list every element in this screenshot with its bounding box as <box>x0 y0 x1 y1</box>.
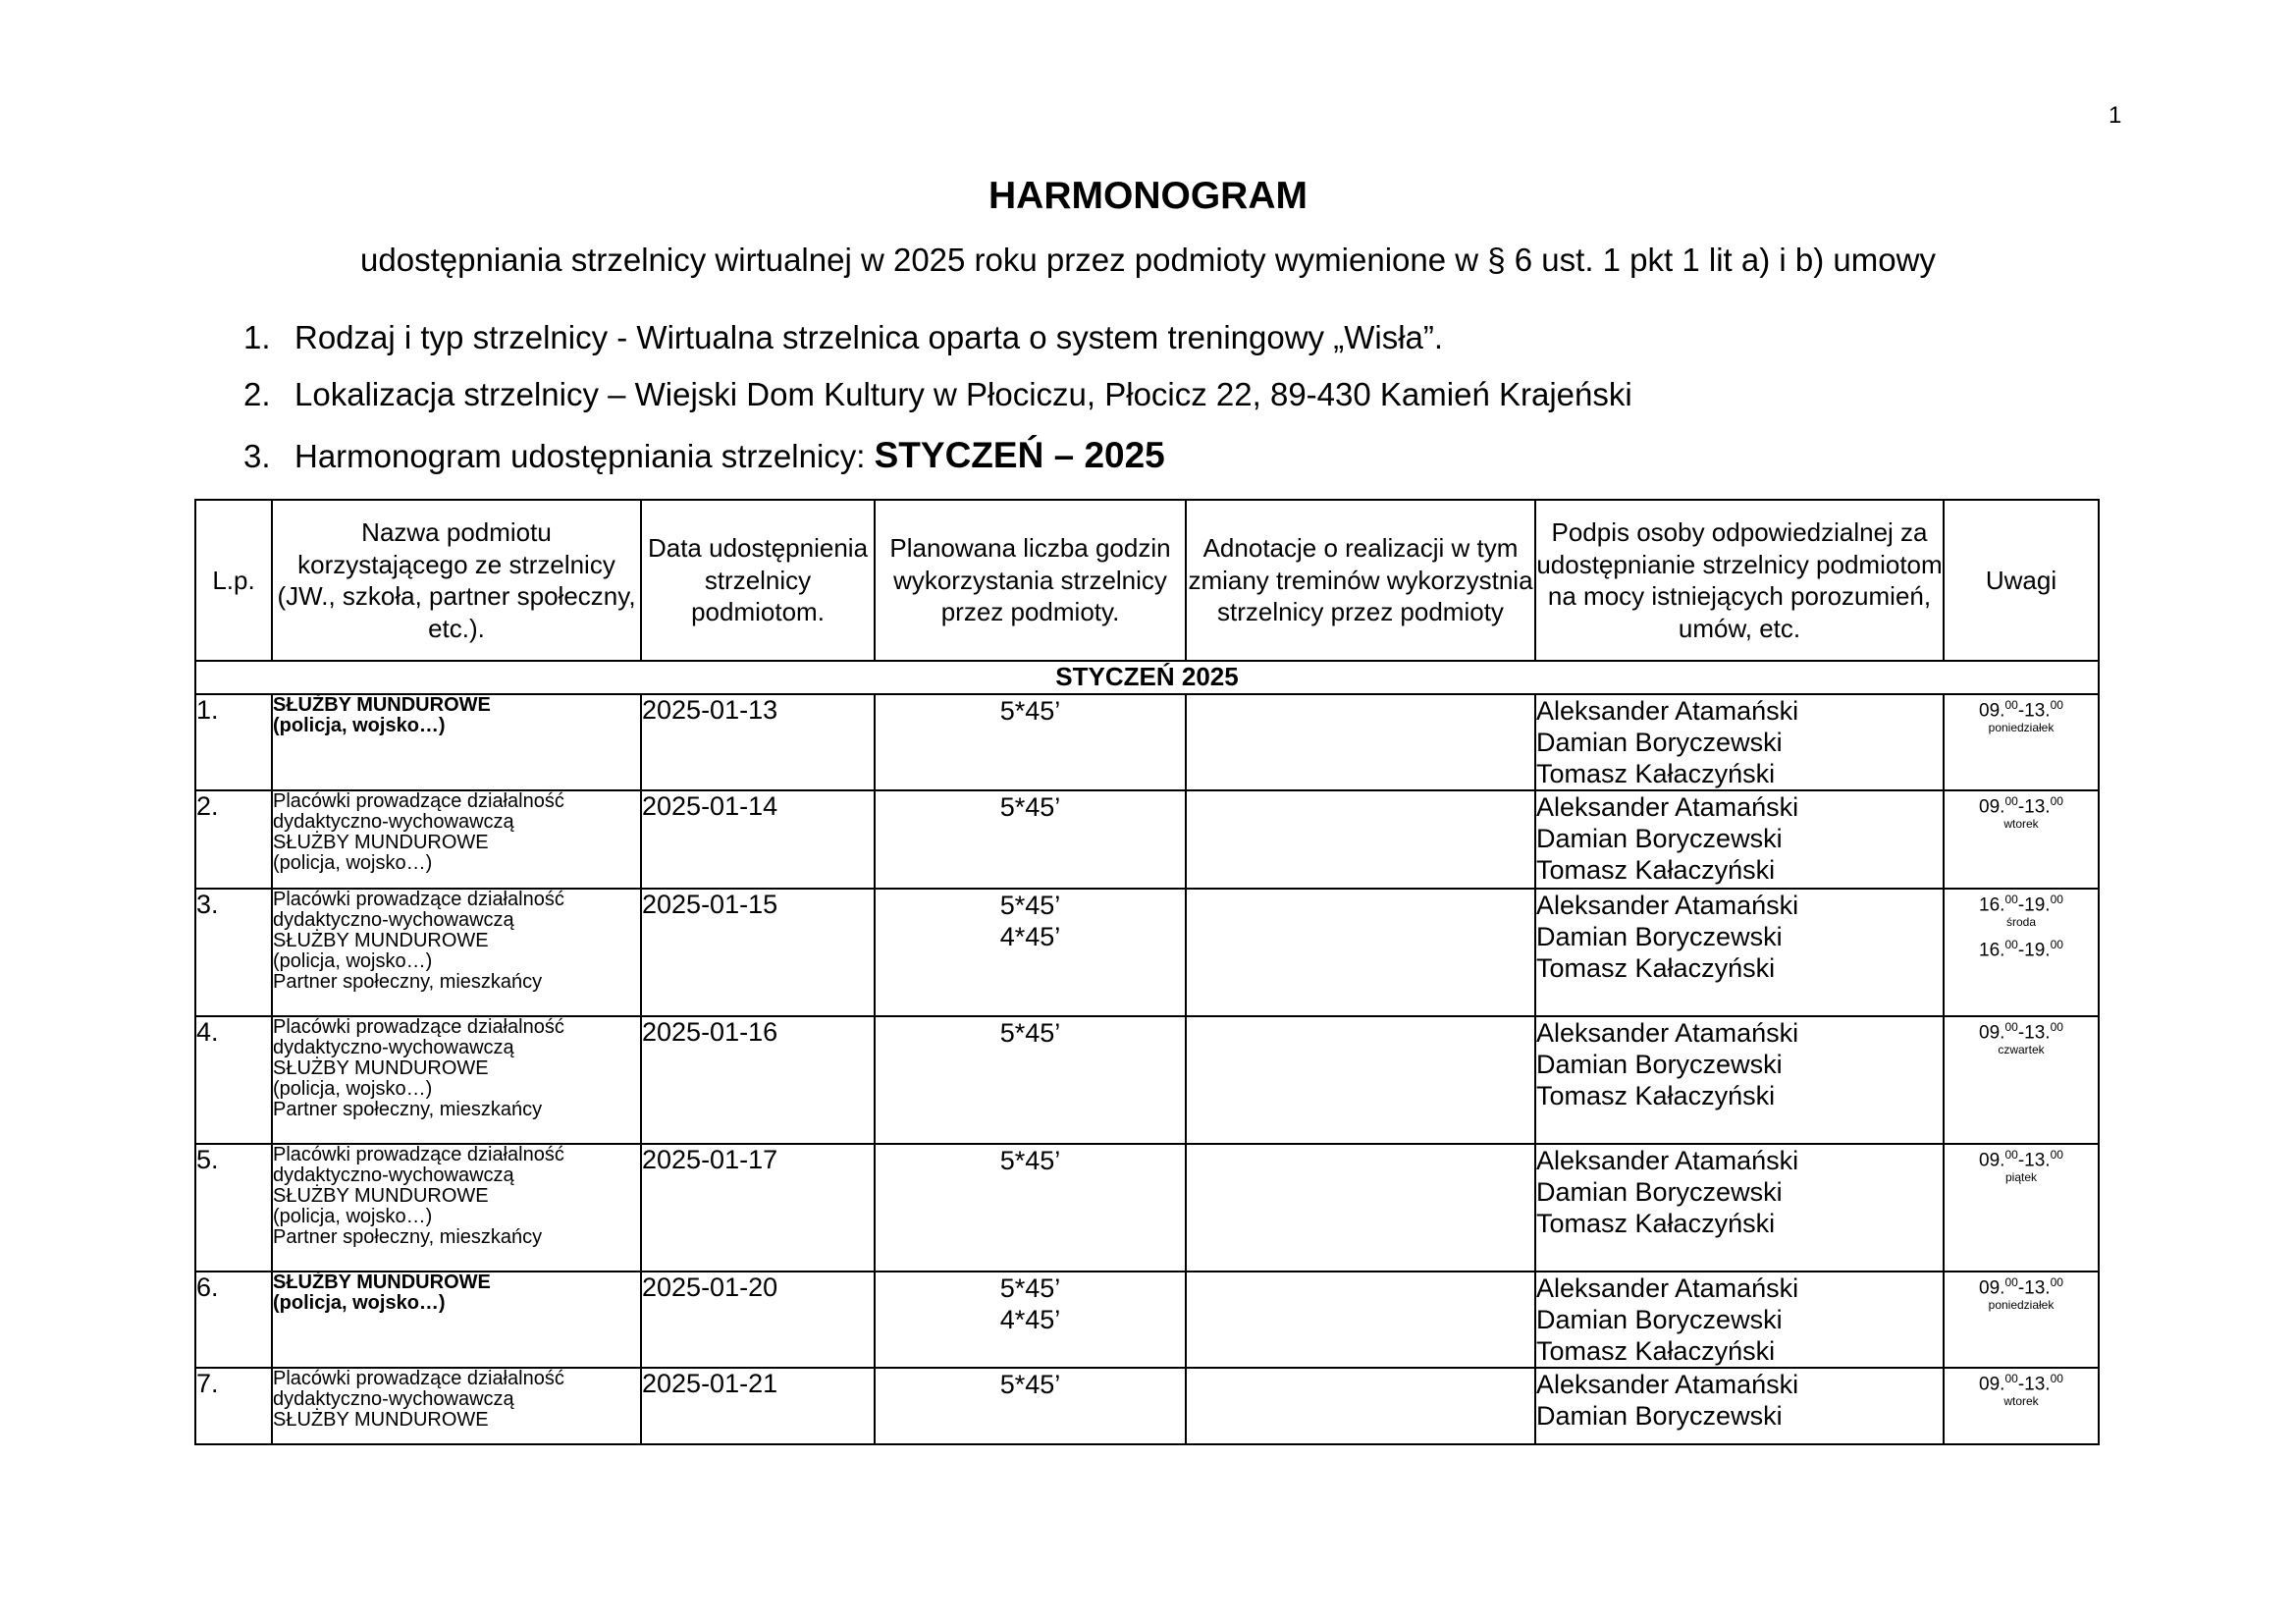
note-time-hour: 16. <box>1979 940 2005 961</box>
table-header-row <box>195 500 2099 661</box>
header-notes: Uwagi <box>1944 500 2099 661</box>
note-time-hour: -19. <box>2017 940 2051 961</box>
month-row <box>195 661 2099 694</box>
person-name: Aleksander Atamański <box>1536 696 1799 726</box>
entity-line: SŁUŻBY MUNDUROWE <box>273 694 491 716</box>
cell-entity <box>272 1016 641 1144</box>
entity-line: Placówki prowadzące działalność <box>273 1368 564 1389</box>
info-item-location <box>243 376 1632 413</box>
note-weekday: wtorek <box>2003 817 2039 832</box>
month-label: STYCZEŃ – 2025 <box>874 435 1165 475</box>
person-name: Damian Boryczewski <box>1536 1305 1783 1334</box>
note-time-minutes: 00 <box>2004 1020 2018 1034</box>
entity-line: SŁUŻBY MUNDUROWE <box>273 832 489 853</box>
cell-notes <box>1944 889 2099 1016</box>
entity-line: (policja, wojsko…) <box>273 950 433 972</box>
entity-line: Placówki prowadzące działalność <box>273 790 564 812</box>
entity-line: dydaktyczno-wychowawczą <box>273 811 514 833</box>
note-time-hour: -13. <box>2017 1022 2051 1044</box>
entity-line: dydaktyczno-wychowawczą <box>273 1388 514 1410</box>
person-name: Aleksander Atamański <box>1536 1273 1799 1303</box>
cell-hours <box>875 1144 1186 1272</box>
cell-entity <box>272 1272 641 1368</box>
note-time <box>1945 695 2098 721</box>
cell-date: 2025-01-15 <box>641 889 875 1016</box>
cell-signature <box>1535 694 1944 790</box>
cell-entity <box>272 694 641 790</box>
note-weekday: piątek <box>2004 1170 2038 1185</box>
note-time-minutes: 00 <box>2004 1148 2018 1162</box>
person-name: Damian Boryczewski <box>1536 922 1783 951</box>
note-time <box>1945 1272 2098 1298</box>
note-time-hour: 09. <box>1979 1022 2005 1044</box>
entity-line: (policja, wojsko…) <box>273 1206 433 1227</box>
note-time <box>1945 1017 2098 1043</box>
note-time-minutes: 00 <box>2050 1020 2063 1034</box>
cell-date: 2025-01-16 <box>641 1016 875 1144</box>
note-time-minutes: 00 <box>2004 938 2018 952</box>
person-name: Aleksander Atamański <box>1536 792 1799 822</box>
cell-annotations <box>1186 1272 1535 1368</box>
note-time-minutes: 00 <box>2050 1372 2063 1385</box>
info-text: Rodzaj i typ strzelnicy - Wirtualna strzelnica oparta o system treningowy „Wisła”. <box>294 319 1444 355</box>
note-time-hour: 09. <box>1979 1374 2005 1395</box>
cell-annotations <box>1186 790 1535 889</box>
table-row <box>195 1144 2099 1272</box>
note-weekday: wtorek <box>2003 1394 2039 1409</box>
person-name: Damian Boryczewski <box>1536 728 1783 757</box>
table-row <box>195 1368 2099 1444</box>
hours-line: 5*45’ <box>999 1146 1061 1175</box>
note-time-minutes: 00 <box>2050 698 2063 712</box>
person-name: Tomasz Kałaczyński <box>1536 1081 1776 1110</box>
header-hours: Planowana liczba godzin wykorzystania strzelnicy przez podmioty. <box>875 500 1186 661</box>
cell-date: 2025-01-17 <box>641 1144 875 1272</box>
cell-signature <box>1535 889 1944 1016</box>
entity-line: (policja, wojsko…) <box>273 1292 446 1314</box>
hours-line: 4*45’ <box>999 1305 1061 1334</box>
info-text: Lokalizacja strzelnicy – Wiejski Dom Kultury w Płociczu, Płocicz 22, 89-430 Kamień Krajeński <box>294 376 1632 412</box>
cell-lp: 4. <box>195 1016 272 1144</box>
cell-signature <box>1535 1272 1944 1368</box>
info-item-type <box>243 319 1443 356</box>
info-number: 1. <box>243 319 271 355</box>
person-name: Aleksander Atamański <box>1536 891 1799 920</box>
person-name: Tomasz Kałaczyński <box>1536 1209 1776 1238</box>
entity-line: SŁUŻBY MUNDUROWE <box>273 930 489 951</box>
cell-lp: 5. <box>195 1144 272 1272</box>
cell-entity <box>272 889 641 1016</box>
entity-line: (policja, wojsko…) <box>273 1078 433 1100</box>
entity-line: Placówki prowadzące działalność <box>273 889 564 910</box>
cell-hours <box>875 1272 1186 1368</box>
header-annotations: Adnotacje o realizacji w tym zmiany treminów wykorzystnia strzelnicy przez podmioty <box>1186 500 1535 661</box>
entity-line: Placówki prowadzące działalność <box>273 1144 564 1165</box>
person-name: Damian Boryczewski <box>1536 1050 1783 1079</box>
entity-line: (policja, wojsko…) <box>273 715 446 736</box>
note-weekday: czwartek <box>1998 1043 2045 1057</box>
cell-notes <box>1944 1016 2099 1144</box>
note-time-hour: 09. <box>1979 796 2005 818</box>
entity-line: Placówki prowadzące działalność <box>273 1016 564 1038</box>
table-row <box>195 1272 2099 1368</box>
hours-line: 5*45’ <box>999 891 1061 920</box>
header-lp: L.p. <box>195 500 272 661</box>
cell-hours <box>875 694 1186 790</box>
entity-line: Partner społeczny, mieszkańcy <box>273 1099 543 1120</box>
entity-line: Partner społeczny, mieszkańcy <box>273 971 543 993</box>
cell-signature <box>1535 1016 1944 1144</box>
cell-notes <box>1944 694 2099 790</box>
cell-annotations <box>1186 1016 1535 1144</box>
info-item-schedule <box>243 435 1165 476</box>
cell-entity <box>272 1368 641 1444</box>
cell-annotations <box>1186 889 1535 1016</box>
hours-line: 5*45’ <box>999 1273 1061 1303</box>
cell-hours <box>875 790 1186 889</box>
person-name: Damian Boryczewski <box>1536 824 1783 853</box>
note-time-hour: 09. <box>1979 1277 2005 1299</box>
cell-signature <box>1535 1144 1944 1272</box>
header-entity: Nazwa podmiotu korzystającego ze strzelnicy (JW., szkoła, partner społeczny, etc.). <box>272 500 641 661</box>
info-number: 3. <box>243 438 271 474</box>
table-row <box>195 694 2099 790</box>
schedule-table <box>194 499 2100 1445</box>
cell-hours <box>875 1368 1186 1444</box>
note-time-hour: 16. <box>1979 894 2005 916</box>
hours-line: 4*45’ <box>999 922 1061 951</box>
person-name: Aleksander Atamański <box>1536 1370 1799 1399</box>
page-number: 1 <box>2109 102 2122 129</box>
cell-date: 2025-01-14 <box>641 790 875 889</box>
cell-signature <box>1535 790 1944 889</box>
note-time <box>1945 1145 2098 1170</box>
document-subtitle: udostępniania strzelnicy wirtualnej w 2025 roku przez podmioty wymienione w § 6 ust. 1 pkt 1 lit a) i b) umowy <box>360 242 1936 278</box>
note-time <box>1945 791 2098 817</box>
note-time-minutes: 00 <box>2004 893 2018 906</box>
note-time-minutes: 00 <box>2004 1372 2018 1385</box>
cell-date: 2025-01-20 <box>641 1272 875 1368</box>
cell-annotations <box>1186 694 1535 790</box>
header-signature: Podpis osoby odpowiedzialnej za udostępnianie strzelnicy podmiotom na mocy istniejących porozumień, umów, etc. <box>1535 500 1944 661</box>
table-row <box>195 790 2099 889</box>
person-name: Tomasz Kałaczyński <box>1536 855 1776 885</box>
table-row <box>195 889 2099 1016</box>
entity-line: SŁUŻBY MUNDUROWE <box>273 1272 491 1293</box>
cell-entity <box>272 790 641 889</box>
note-time-hour: 09. <box>1979 1150 2005 1171</box>
cell-lp: 3. <box>195 889 272 1016</box>
cell-lp: 7. <box>195 1368 272 1444</box>
cell-date: 2025-01-13 <box>641 694 875 790</box>
cell-lp: 2. <box>195 790 272 889</box>
note-time-minutes: 00 <box>2050 1275 2063 1289</box>
note-time-minutes: 00 <box>2004 1275 2018 1289</box>
table-row <box>195 1016 2099 1144</box>
cell-hours <box>875 889 1186 1016</box>
note-time-hour: 09. <box>1979 700 2005 722</box>
person-name: Tomasz Kałaczyński <box>1536 759 1776 788</box>
cell-notes <box>1944 790 2099 889</box>
entity-line: Partner społeczny, mieszkańcy <box>273 1226 543 1248</box>
header-date: Data udostępnienia strzelnicy podmiotom. <box>641 500 875 661</box>
note-time-minutes: 00 <box>2050 893 2063 906</box>
person-name: Damian Boryczewski <box>1536 1401 1783 1431</box>
cell-entity <box>272 1144 641 1272</box>
cell-annotations <box>1186 1144 1535 1272</box>
hours-line: 5*45’ <box>999 1018 1061 1048</box>
note-time-hour: -13. <box>2017 700 2051 722</box>
note-time-minutes: 00 <box>2050 1148 2063 1162</box>
person-name: Damian Boryczewski <box>1536 1177 1783 1207</box>
entity-line: SŁUŻBY MUNDUROWE <box>273 1057 489 1079</box>
cell-lp: 6. <box>195 1272 272 1368</box>
person-name: Tomasz Kałaczyński <box>1536 953 1776 983</box>
note-weekday: poniedziałek <box>1988 1298 2055 1313</box>
cell-annotations <box>1186 1368 1535 1444</box>
entity-line: dydaktyczno-wychowawczą <box>273 1037 514 1058</box>
note-weekday: środa <box>2005 915 2037 930</box>
cell-notes <box>1944 1272 2099 1368</box>
note-time-hour: -13. <box>2017 1150 2051 1171</box>
cell-signature <box>1535 1368 1944 1444</box>
cell-notes <box>1944 1368 2099 1444</box>
note-time-hour: -19. <box>2017 894 2051 916</box>
note-time-hour: -13. <box>2017 796 2051 818</box>
month-row-label: STYCZEŃ 2025 <box>195 661 2099 694</box>
note-time-hour: -13. <box>2017 1277 2051 1299</box>
hours-line: 5*45’ <box>999 1370 1061 1399</box>
entity-line: dydaktyczno-wychowawczą <box>273 1164 514 1186</box>
person-name: Aleksander Atamański <box>1536 1018 1799 1048</box>
info-text: Harmonogram udostępniania strzelnicy: <box>294 438 875 474</box>
hours-line: 5*45’ <box>999 696 1061 726</box>
entity-line: (policja, wojsko…) <box>273 852 433 874</box>
entity-line: SŁUŻBY MUNDUROWE <box>273 1409 489 1431</box>
hours-line: 5*45’ <box>999 792 1061 822</box>
note-time-minutes: 00 <box>2004 698 2018 712</box>
note-time <box>1945 890 2098 915</box>
cell-lp: 1. <box>195 694 272 790</box>
note-time <box>1945 935 2098 960</box>
note-weekday: poniedziałek <box>1988 721 2055 735</box>
note-time-minutes: 00 <box>2050 794 2063 808</box>
cell-notes <box>1944 1144 2099 1272</box>
person-name: Tomasz Kałaczyński <box>1536 1336 1776 1366</box>
document-title: HARMONOGRAM <box>988 175 1308 217</box>
note-time-minutes: 00 <box>2050 938 2063 952</box>
info-number: 2. <box>243 376 271 412</box>
note-time-hour: -13. <box>2017 1374 2051 1395</box>
entity-line: dydaktyczno-wychowawczą <box>273 909 514 931</box>
cell-date: 2025-01-21 <box>641 1368 875 1444</box>
note-time-minutes: 00 <box>2004 794 2018 808</box>
entity-line: SŁUŻBY MUNDUROWE <box>273 1185 489 1207</box>
person-name: Aleksander Atamański <box>1536 1146 1799 1175</box>
note-time <box>1945 1369 2098 1394</box>
cell-hours <box>875 1016 1186 1144</box>
